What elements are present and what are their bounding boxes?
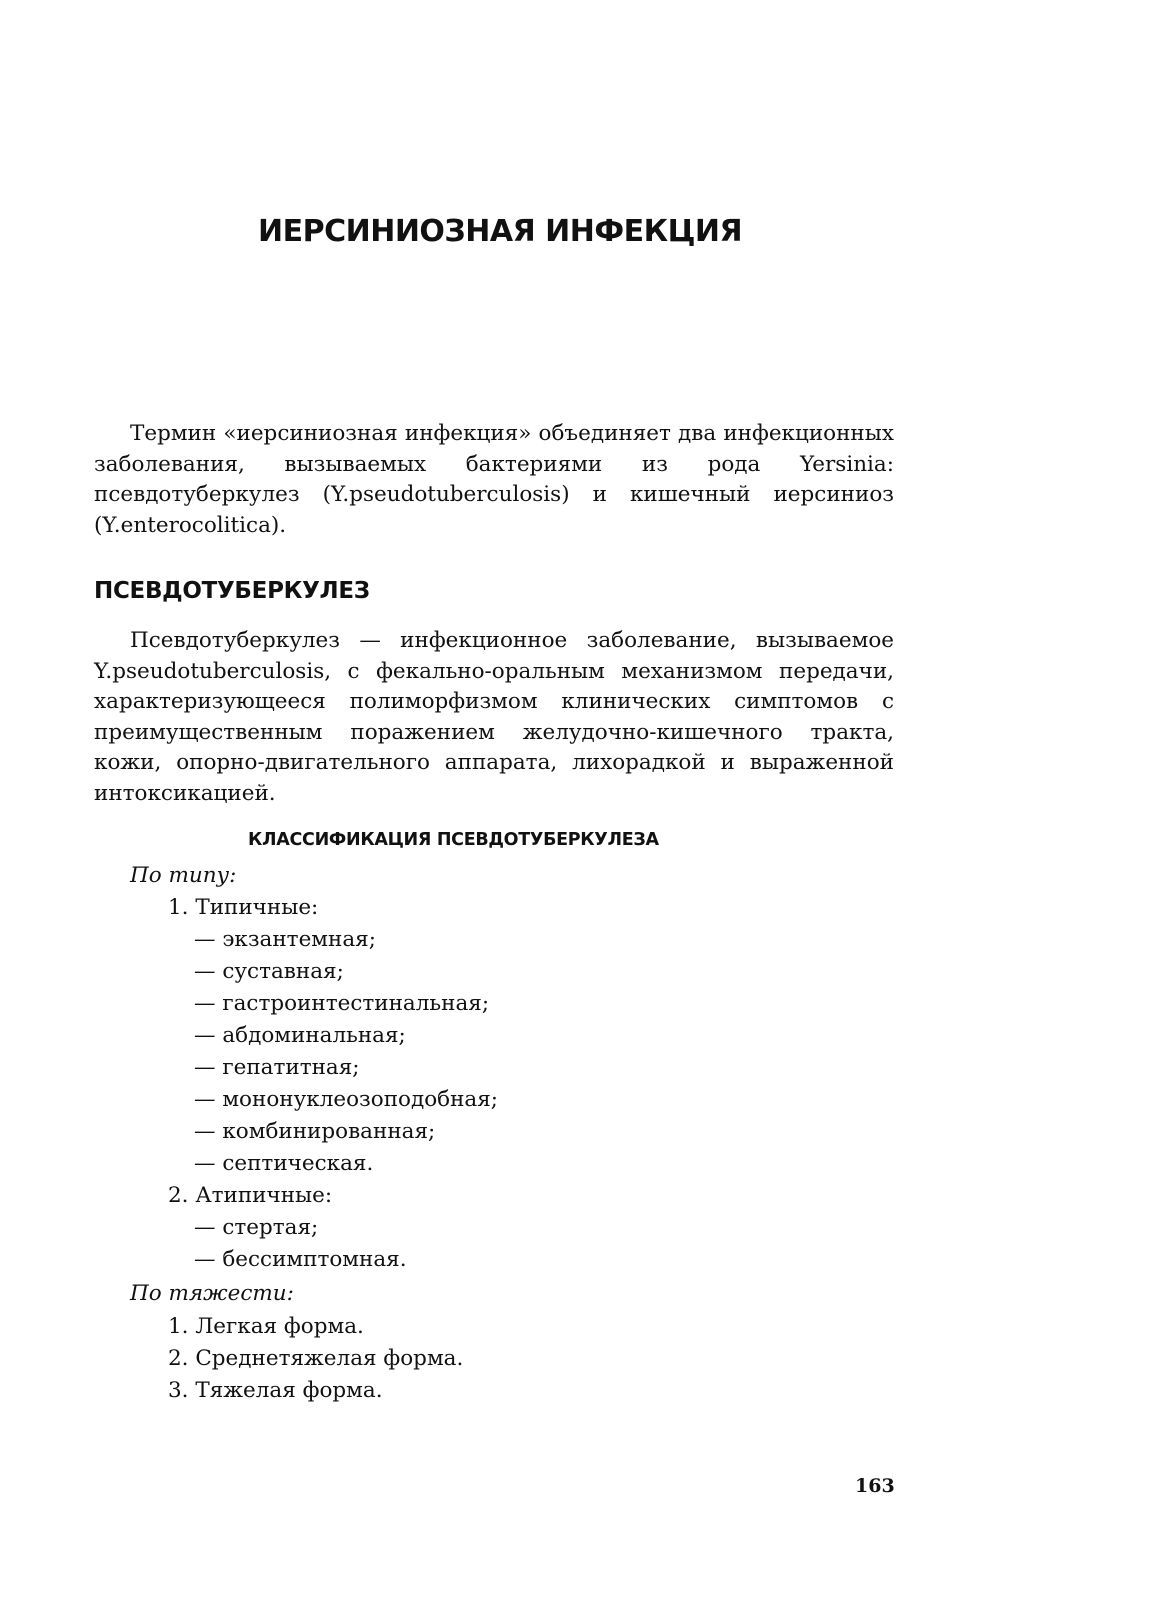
list-item: — стертая; xyxy=(194,1215,319,1240)
section-title: ПСЕВДОТУБЕРКУЛЕЗ xyxy=(94,578,370,604)
list-item: — экзантемная; xyxy=(194,927,376,952)
group-typical: 1. Типичные: xyxy=(168,895,319,920)
list-item: — абдоминальная; xyxy=(194,1023,406,1048)
category-by-type: По типу: xyxy=(130,863,237,888)
list-item: — комбинированная; xyxy=(194,1119,436,1144)
list-item: — мононуклеозоподобная; xyxy=(194,1087,499,1112)
list-item: 1. Легкая форма. xyxy=(168,1314,364,1339)
list-item: — гастроинтестинальная; xyxy=(194,991,490,1016)
chapter-title: ИЕРСИНИОЗНАЯ ИНФЕКЦИЯ xyxy=(258,214,743,249)
classification-title: КЛАССИФИКАЦИЯ ПСЕВДОТУБЕРКУЛЕЗА xyxy=(248,830,659,850)
category-by-severity: По тяжести: xyxy=(130,1281,294,1306)
definition-paragraph: Псевдотуберкулез — инфекционное заболевание, вызываемое Y.pseudotuberculosis, с фекально-оральным механизмом передачи, характеризующееся полиморфизмом клинических симптомов с преимущественным поражением желудочно-кишечного тракта, кожи, опорно-двигательного аппарата, лихорадкой и выраженной интоксикацией. xyxy=(94,628,894,806)
list-item: 3. Тяжелая форма. xyxy=(168,1378,383,1403)
intro-paragraph: Термин «иерсиниозная инфекция» объединяет два инфекционных заболевания, вызываемых бактериями из рода Yersinia: псевдотуберкулез (Y.pseudotuberculosis) и кишечный иерсиниоз (Y.enterocolitica). xyxy=(94,421,894,538)
group-atypical: 2. Атипичные: xyxy=(168,1183,333,1208)
list-item: — бессимптомная. xyxy=(194,1247,407,1272)
page-number: 163 xyxy=(855,1475,895,1497)
list-item: 2. Среднетяжелая форма. xyxy=(168,1346,464,1371)
list-item: — септическая. xyxy=(194,1151,374,1176)
list-item: — гепатитная; xyxy=(194,1055,360,1080)
list-item: — суставная; xyxy=(194,959,344,984)
